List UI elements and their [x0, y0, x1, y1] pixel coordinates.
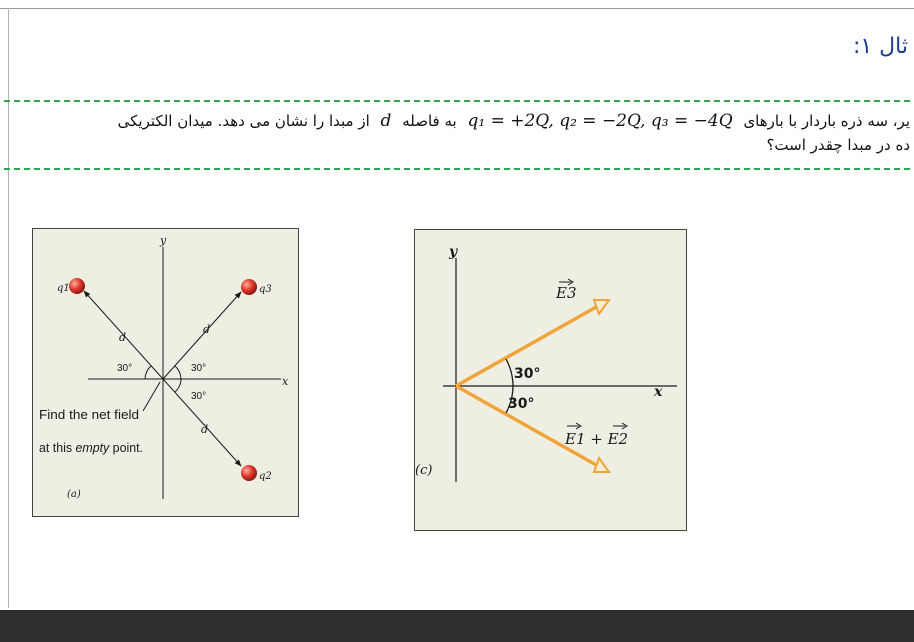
bottom-bar — [0, 610, 914, 642]
fig-a-note-emphasis: empty — [75, 440, 111, 455]
fig-a-x-label: x — [282, 375, 289, 388]
fig-a-d-q2: d — [201, 423, 209, 436]
fig-a-angle-arc-upper — [175, 366, 181, 379]
fig-a-charge-q3-ball — [241, 279, 257, 295]
problem-intro: یر، سه ذره باردار با بارهای — [743, 112, 910, 130]
example-heading: ثال ۱: — [852, 34, 908, 59]
fig-a-angle-arc-lower — [175, 379, 181, 392]
fig-a-charge-q1-label: q1 — [57, 283, 70, 294]
top-rule — [0, 8, 914, 9]
problem-line-1 — [118, 111, 910, 131]
problem-statement-box — [4, 100, 910, 170]
fig-c-vector-e12-label: E1 + E2 — [565, 430, 629, 448]
fig-c-angle-arc-upper — [506, 359, 513, 386]
fig-a-charge-q3-label: q3 — [259, 284, 272, 295]
figure-c — [414, 229, 687, 531]
fig-a-y-label: y — [160, 234, 167, 247]
fig-a-note-line2 — [39, 440, 143, 455]
fig-a-note-post: point. — [109, 440, 145, 455]
problem-rest: از مبدا را نشان می دهد. میدان الکتریکی — [117, 112, 370, 130]
fig-a-note-line1: Find the net field — [39, 407, 139, 422]
fig-c-vector-e3-head — [594, 300, 609, 314]
fig-a-angle-arc-left — [145, 366, 151, 379]
distance-variable: d — [380, 111, 392, 131]
fig-a-panel-label: (a) — [67, 489, 81, 500]
fig-a-d-q3: d — [203, 323, 211, 336]
fig-c-angle-upper: 30° — [514, 366, 541, 382]
fig-a-charge-q2-label: q2 — [259, 471, 272, 482]
fig-a-d-q1: d — [119, 331, 127, 344]
fig-a-charge-q1-ball — [69, 278, 85, 294]
figure-a — [32, 228, 299, 517]
fig-c-angle-lower: 30° — [508, 396, 535, 412]
fig-a-angle-upper: 30° — [191, 363, 207, 374]
fig-a-note-pointer — [143, 382, 160, 411]
problem-line-2: ده در مبدا چقدر است؟ — [766, 136, 910, 154]
fig-c-vector-e12-head — [594, 458, 609, 472]
fig-a-angle-left: 30° — [117, 363, 133, 374]
slide-left-edge — [8, 8, 9, 608]
charges-formula: q₁ = +2Q, q₂ = −2Q, q₃ = −4Q — [467, 111, 733, 131]
fig-a-note-pre: at this — [39, 440, 78, 455]
fig-a-angle-lower: 30° — [191, 391, 207, 402]
fig-c-y-label: y — [449, 244, 458, 260]
fig-a-charge-q2-ball — [241, 465, 257, 481]
fig-c-vector-e3-label: E3 — [556, 284, 577, 302]
fig-c-panel-label: (c) — [415, 463, 433, 478]
distance-word: به فاصله — [402, 112, 457, 130]
fig-c-x-label: x — [654, 384, 663, 400]
